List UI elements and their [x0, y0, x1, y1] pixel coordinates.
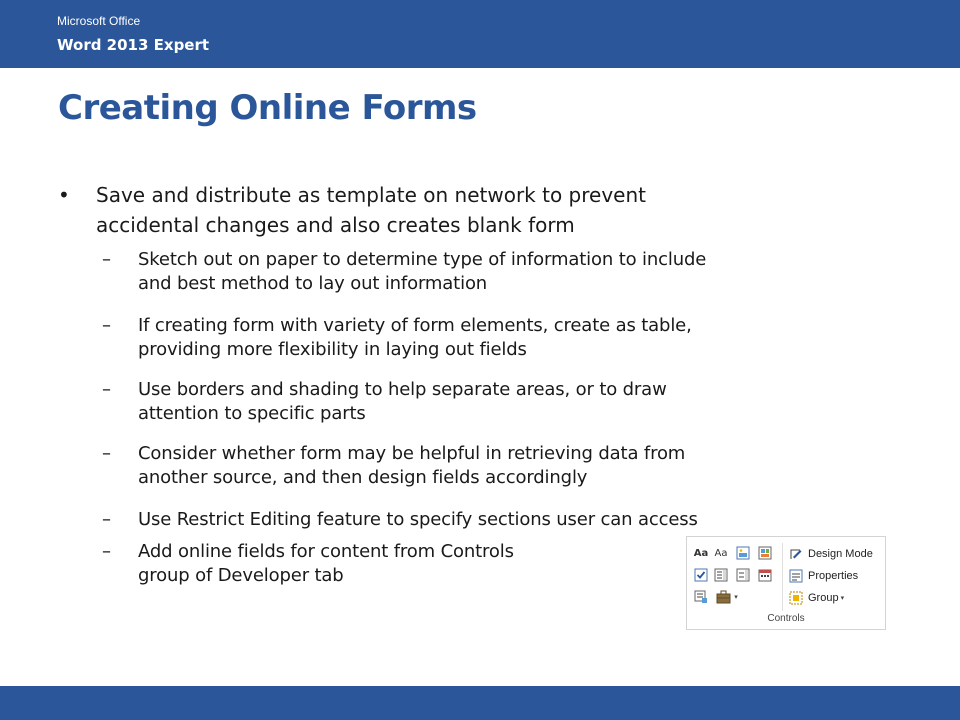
repeating-section-content-control-icon[interactable] [693, 589, 709, 605]
sub-bullet-2 [102, 314, 898, 362]
properties-icon [789, 569, 803, 583]
dash-icon: – [102, 315, 111, 336]
design-mode-icon [789, 547, 803, 561]
properties-button[interactable] [789, 567, 858, 585]
controls-ribbon-group [686, 536, 886, 630]
legacy-tools-icon[interactable] [713, 589, 741, 605]
sub-bullet-line2: group of Developer tab [138, 565, 344, 586]
properties-label: Properties [808, 570, 859, 582]
drop-down-list-content-control-icon[interactable] [735, 567, 751, 583]
sub-bullet-3 [102, 378, 898, 426]
group-label: Group [808, 592, 839, 604]
footer-band [0, 686, 960, 720]
dash-icon: – [102, 249, 111, 270]
slide-title: Creating Online Forms [58, 88, 477, 128]
sub-bullet-line2: attention to specific parts [138, 403, 366, 424]
sub-bullet-6 [102, 540, 658, 588]
ribbon-separator [782, 543, 783, 611]
check-box-content-control-icon[interactable] [693, 567, 709, 583]
combo-box-content-control-icon[interactable] [713, 567, 729, 583]
rich-text-content-control-icon[interactable]: Aa [693, 547, 709, 559]
ribbon-group-label: Controls [767, 613, 805, 624]
sub-bullet-4 [102, 442, 898, 490]
sub-bullet-1 [102, 248, 898, 296]
design-mode-label: Design Mode [808, 548, 873, 560]
dash-icon: – [102, 379, 111, 400]
dash-icon: – [102, 443, 111, 464]
header-band [0, 0, 960, 68]
group-caret-icon: ▾ [840, 594, 845, 602]
bullet-icon: • [58, 183, 70, 207]
main-bullet-line1: Save and distribute as template on network to prevent [96, 183, 646, 207]
dash-icon: – [102, 509, 111, 530]
main-bullet-line2: accidental changes and also creates blank form [96, 213, 575, 237]
date-picker-content-control-icon[interactable] [757, 567, 773, 583]
sub-bullet-5 [102, 508, 898, 532]
picture-content-control-icon[interactable] [735, 545, 751, 561]
dash-icon: – [102, 541, 111, 562]
building-block-gallery-icon[interactable] [757, 545, 773, 561]
sub-bullet-line1: Use borders and shading to help separate areas, or to draw [138, 379, 667, 400]
header-course: Word 2013 Expert [57, 36, 210, 54]
sub-bullet-line2: and best method to lay out information [138, 273, 488, 294]
header-product: Microsoft Office [57, 14, 141, 28]
legacy-tools-caret-icon: ▾ [734, 593, 738, 601]
plain-text-content-control-icon[interactable]: Aa [714, 547, 728, 559]
sub-bullet-line1: Add online fields for content from Controls [138, 541, 514, 562]
sub-bullet-line1: Consider whether form may be helpful in retrieving data from [138, 443, 686, 464]
design-mode-button[interactable] [789, 545, 873, 563]
sub-bullet-line2: another source, and then design fields accordingly [138, 467, 588, 488]
main-bullet [58, 180, 856, 240]
sub-bullet-line1: Use Restrict Editing feature to specify sections user can access [138, 509, 698, 530]
sub-bullet-line1: If creating form with variety of form elements, create as table, [138, 315, 692, 336]
sub-bullet-line2: providing more flexibility in laying out fields [138, 339, 527, 360]
sub-bullet-line1: Sketch out on paper to determine type of information to include [138, 249, 707, 270]
group-button[interactable] [789, 589, 844, 607]
group-icon [789, 591, 803, 605]
